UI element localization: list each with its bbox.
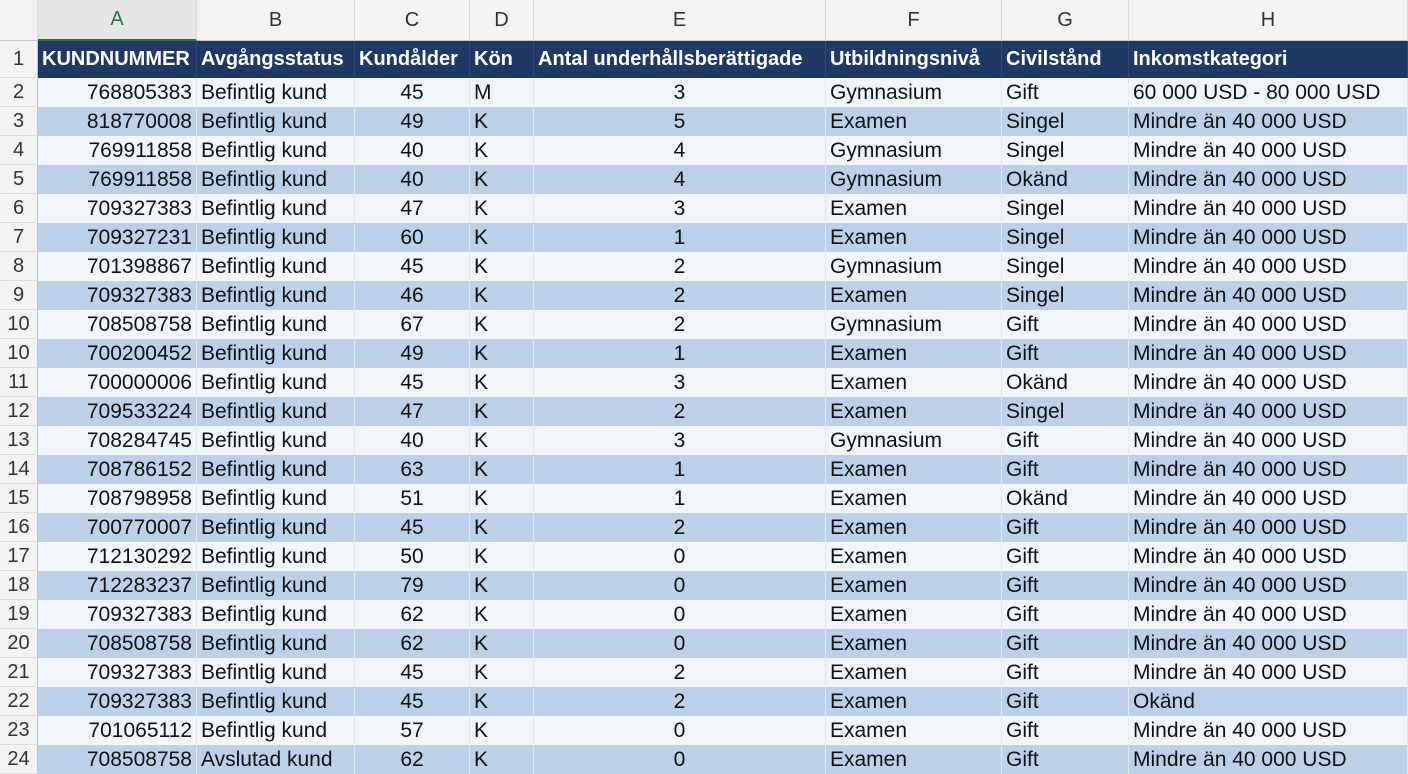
table-cell[interactable]: Mindre än 40 000 USD	[1129, 107, 1408, 136]
table-cell[interactable]: 62	[355, 600, 470, 629]
row-number[interactable]: 7	[0, 223, 38, 252]
table-row	[38, 629, 1408, 658]
table-row	[38, 107, 1408, 136]
table-cell[interactable]: Befintlig kund	[197, 310, 355, 339]
table-cell[interactable]: 701398867	[38, 252, 197, 281]
table-cell[interactable]: 709327383	[38, 658, 197, 687]
table-cell[interactable]: Mindre än 40 000 USD	[1129, 368, 1408, 397]
table-cell[interactable]: Examen	[826, 484, 1002, 513]
table-cell[interactable]: Gymnasium	[826, 310, 1002, 339]
table-cell[interactable]: 701065112	[38, 716, 197, 745]
table-cell[interactable]: Singel	[1002, 252, 1129, 281]
table-cell[interactable]: 708508758	[38, 629, 197, 658]
table-cell[interactable]: Mindre än 40 000 USD	[1129, 513, 1408, 542]
row-number[interactable]: 21	[0, 658, 38, 687]
column-header-f[interactable]: F	[826, 0, 1002, 41]
table-cell[interactable]: Befintlig kund	[197, 455, 355, 484]
table-cell[interactable]: 700200452	[38, 339, 197, 368]
table-cell[interactable]: Examen	[826, 513, 1002, 542]
table-row	[38, 281, 1408, 310]
table-cell[interactable]: Mindre än 40 000 USD	[1129, 658, 1408, 687]
header-cell[interactable]: Kundålder	[355, 41, 470, 78]
table-cell[interactable]: 45	[355, 687, 470, 716]
table-cell[interactable]: K	[470, 165, 534, 194]
table-cell[interactable]: K	[470, 368, 534, 397]
table-row	[38, 136, 1408, 165]
table-cell[interactable]: 45	[355, 513, 470, 542]
table-cell[interactable]: K	[470, 455, 534, 484]
table-cell[interactable]: Gift	[1002, 687, 1129, 716]
table-row	[38, 426, 1408, 455]
table-cell[interactable]: 1	[534, 339, 826, 368]
table-cell[interactable]: K	[470, 745, 534, 774]
table-row	[38, 513, 1408, 542]
table-cell[interactable]: Avslutad kund	[197, 745, 355, 774]
table-cell[interactable]: Gift	[1002, 716, 1129, 745]
table-cell[interactable]: 47	[355, 194, 470, 223]
table-cell[interactable]: 79	[355, 571, 470, 600]
table-cell[interactable]: 708284745	[38, 426, 197, 455]
table-cell[interactable]: Mindre än 40 000 USD	[1129, 426, 1408, 455]
row-number[interactable]: 12	[0, 397, 38, 426]
row-number[interactable]: 18	[0, 571, 38, 600]
table-cell[interactable]: Singel	[1002, 194, 1129, 223]
table-cell[interactable]: 709533224	[38, 397, 197, 426]
table-row	[38, 252, 1408, 281]
table-cell[interactable]: 708798958	[38, 484, 197, 513]
column-header-bar	[38, 0, 1408, 41]
table-row	[38, 165, 1408, 194]
table-cell[interactable]: Befintlig kund	[197, 165, 355, 194]
table-cell[interactable]: Examen	[826, 629, 1002, 658]
table-cell[interactable]: K	[470, 426, 534, 455]
table-cell[interactable]: Mindre än 40 000 USD	[1129, 542, 1408, 571]
table-cell[interactable]: Gift	[1002, 571, 1129, 600]
table-row	[38, 339, 1408, 368]
table-row	[38, 687, 1408, 716]
table-cell[interactable]: Mindre än 40 000 USD	[1129, 600, 1408, 629]
table-cell[interactable]: K	[470, 687, 534, 716]
table-cell[interactable]: Befintlig kund	[197, 687, 355, 716]
table-cell[interactable]: Gift	[1002, 339, 1129, 368]
table-row	[38, 484, 1408, 513]
row-number[interactable]: 8	[0, 252, 38, 281]
table-cell[interactable]: Befintlig kund	[197, 252, 355, 281]
table-cell[interactable]: K	[470, 310, 534, 339]
table-cell[interactable]: 45	[355, 252, 470, 281]
column-header-b[interactable]: B	[197, 0, 355, 41]
table-cell[interactable]: Examen	[826, 455, 1002, 484]
table-cell[interactable]: Gymnasium	[826, 136, 1002, 165]
table-cell[interactable]: Gift	[1002, 455, 1129, 484]
table-cell[interactable]: 47	[355, 397, 470, 426]
table-row	[38, 745, 1408, 774]
table-cell[interactable]: Befintlig kund	[197, 339, 355, 368]
table-cell[interactable]: 708786152	[38, 455, 197, 484]
table-cell[interactable]: 46	[355, 281, 470, 310]
table-header-row	[38, 41, 1408, 78]
row-number[interactable]: 10	[0, 310, 38, 339]
table-cell[interactable]: Mindre än 40 000 USD	[1129, 716, 1408, 745]
table-cell[interactable]: 0	[534, 571, 826, 600]
table-cell[interactable]: Singel	[1002, 107, 1129, 136]
row-number[interactable]: 16	[0, 513, 38, 542]
table-cell[interactable]: 2	[534, 252, 826, 281]
table-cell[interactable]: K	[470, 107, 534, 136]
row-number[interactable]: 10	[0, 339, 38, 368]
table-cell[interactable]: Gift	[1002, 629, 1129, 658]
table-cell[interactable]: 51	[355, 484, 470, 513]
table-cell[interactable]: 40	[355, 136, 470, 165]
table-cell[interactable]: Examen	[826, 397, 1002, 426]
table-cell[interactable]: 1	[534, 455, 826, 484]
table-cell[interactable]: 45	[355, 78, 470, 107]
table-cell[interactable]: Examen	[826, 658, 1002, 687]
table-cell[interactable]: 700000006	[38, 368, 197, 397]
table-cell[interactable]: 3	[534, 194, 826, 223]
table-cell[interactable]: 1	[534, 223, 826, 252]
table-cell[interactable]: Befintlig kund	[197, 281, 355, 310]
table-cell[interactable]: Examen	[826, 107, 1002, 136]
table-row	[38, 455, 1408, 484]
header-cell[interactable]: Civilstånd	[1002, 41, 1129, 78]
table-cell[interactable]: Befintlig kund	[197, 716, 355, 745]
row-number[interactable]: 20	[0, 629, 38, 658]
table-cell[interactable]: 709327383	[38, 600, 197, 629]
row-number[interactable]: 22	[0, 687, 38, 716]
table-cell[interactable]: Gymnasium	[826, 78, 1002, 107]
table-cell[interactable]: Mindre än 40 000 USD	[1129, 339, 1408, 368]
table-cell[interactable]: Examen	[826, 571, 1002, 600]
table-cell[interactable]: 4	[534, 136, 826, 165]
table-cell[interactable]: 63	[355, 455, 470, 484]
table-cell[interactable]: Befintlig kund	[197, 571, 355, 600]
row-number[interactable]: 6	[0, 194, 38, 223]
table-row	[38, 542, 1408, 571]
table-cell[interactable]: 40	[355, 165, 470, 194]
table-row	[38, 368, 1408, 397]
table-cell[interactable]: 2	[534, 310, 826, 339]
row-number[interactable]: 11	[0, 368, 38, 397]
header-cell[interactable]: Antal underhållsberättigade	[534, 41, 826, 78]
row-number[interactable]: 5	[0, 165, 38, 194]
table-cell[interactable]: Befintlig kund	[197, 600, 355, 629]
table-cell[interactable]: 709327383	[38, 281, 197, 310]
table-cell[interactable]: K	[470, 223, 534, 252]
column-header-a[interactable]: A	[38, 0, 197, 41]
table-cell[interactable]: K	[470, 629, 534, 658]
table-cell[interactable]: Gift	[1002, 426, 1129, 455]
table-cell[interactable]: Mindre än 40 000 USD	[1129, 252, 1408, 281]
table-cell[interactable]: Befintlig kund	[197, 194, 355, 223]
table-cell[interactable]: Examen	[826, 368, 1002, 397]
table-cell[interactable]: 60	[355, 223, 470, 252]
table-cell[interactable]: Okänd	[1002, 368, 1129, 397]
table-cell[interactable]: Gift	[1002, 600, 1129, 629]
table-cell[interactable]: Singel	[1002, 136, 1129, 165]
table-cell[interactable]: K	[470, 571, 534, 600]
table-row	[38, 223, 1408, 252]
table-cell[interactable]: Examen	[826, 223, 1002, 252]
table-cell[interactable]: Befintlig kund	[197, 78, 355, 107]
table-cell[interactable]: Mindre än 40 000 USD	[1129, 455, 1408, 484]
row-number[interactable]: 2	[0, 78, 38, 107]
table-row	[38, 571, 1408, 600]
table-cell[interactable]: 5	[534, 107, 826, 136]
table-cell[interactable]: Singel	[1002, 223, 1129, 252]
table-cell[interactable]: Befintlig kund	[197, 368, 355, 397]
table-cell[interactable]: 2	[534, 658, 826, 687]
table-cell[interactable]: Gift	[1002, 513, 1129, 542]
row-number[interactable]: 3	[0, 107, 38, 136]
table-cell[interactable]: K	[470, 658, 534, 687]
table-cell[interactable]: Gift	[1002, 658, 1129, 687]
table-cell[interactable]: 49	[355, 339, 470, 368]
table-cell[interactable]: K	[470, 600, 534, 629]
table-cell[interactable]: 709327383	[38, 194, 197, 223]
header-cell[interactable]: Inkomstkategori	[1129, 41, 1408, 78]
row-number[interactable]: 1	[0, 41, 38, 78]
row-number[interactable]: 24	[0, 745, 38, 774]
table-cell[interactable]: 708508758	[38, 745, 197, 774]
table-cell[interactable]: 45	[355, 658, 470, 687]
table-row	[38, 194, 1408, 223]
table-cell[interactable]: 0	[534, 600, 826, 629]
table-row	[38, 310, 1408, 339]
row-number[interactable]: 15	[0, 484, 38, 513]
table-cell[interactable]: 2	[534, 513, 826, 542]
table-cell[interactable]: Mindre än 40 000 USD	[1129, 571, 1408, 600]
header-cell[interactable]: KUNDNUMMER	[38, 41, 197, 78]
table-cell[interactable]: Befintlig kund	[197, 107, 355, 136]
table-cell[interactable]: Gift	[1002, 542, 1129, 571]
column-header-c[interactable]: C	[355, 0, 470, 41]
table-cell[interactable]: Mindre än 40 000 USD	[1129, 397, 1408, 426]
row-number[interactable]: 14	[0, 455, 38, 484]
header-cell[interactable]: Utbildningsnivå	[826, 41, 1002, 78]
table-cell[interactable]: Befintlig kund	[197, 397, 355, 426]
table-cell[interactable]: Befintlig kund	[197, 426, 355, 455]
table-cell[interactable]: Mindre än 40 000 USD	[1129, 223, 1408, 252]
table-cell[interactable]: 40	[355, 426, 470, 455]
table-cell[interactable]: Examen	[826, 281, 1002, 310]
table-cell[interactable]: K	[470, 136, 534, 165]
table-cell[interactable]: Befintlig kund	[197, 542, 355, 571]
table-cell[interactable]: 709327383	[38, 687, 197, 716]
table-cell[interactable]: 709327231	[38, 223, 197, 252]
row-number[interactable]: 23	[0, 716, 38, 745]
table-cell[interactable]: Mindre än 40 000 USD	[1129, 629, 1408, 658]
table-cell[interactable]: 818770008	[38, 107, 197, 136]
table-cell[interactable]: M	[470, 78, 534, 107]
table-cell[interactable]: Okänd	[1002, 484, 1129, 513]
table-cell[interactable]: 3	[534, 426, 826, 455]
table-cell[interactable]: Mindre än 40 000 USD	[1129, 484, 1408, 513]
column-header-g[interactable]: G	[1002, 0, 1129, 41]
table-cell[interactable]: K	[470, 281, 534, 310]
table-cell[interactable]: 2	[534, 281, 826, 310]
table-row	[38, 78, 1408, 107]
table-cell[interactable]: Gift	[1002, 745, 1129, 774]
table-cell[interactable]: 700770007	[38, 513, 197, 542]
table-cell[interactable]: Examen	[826, 716, 1002, 745]
table-cell[interactable]: 712283237	[38, 571, 197, 600]
table-cell[interactable]: Mindre än 40 000 USD	[1129, 745, 1408, 774]
table-cell[interactable]: 708508758	[38, 310, 197, 339]
table-cell[interactable]: 50	[355, 542, 470, 571]
table-cell[interactable]: Okänd	[1129, 687, 1408, 716]
table-cell[interactable]: Befintlig kund	[197, 136, 355, 165]
table-cell[interactable]: 2	[534, 397, 826, 426]
table-cell[interactable]: K	[470, 484, 534, 513]
table-cell[interactable]: 0	[534, 629, 826, 658]
table-cell[interactable]: Mindre än 40 000 USD	[1129, 310, 1408, 339]
table-cell[interactable]: Befintlig kund	[197, 223, 355, 252]
table-cell[interactable]: K	[470, 397, 534, 426]
table-cell[interactable]: Gift	[1002, 78, 1129, 107]
table-cell[interactable]: 1	[534, 484, 826, 513]
table-row	[38, 716, 1408, 745]
table-cell[interactable]: Mindre än 40 000 USD	[1129, 136, 1408, 165]
table-cell[interactable]: 712130292	[38, 542, 197, 571]
table-cell[interactable]: Examen	[826, 600, 1002, 629]
table-cell[interactable]: Befintlig kund	[197, 658, 355, 687]
column-header-h[interactable]: H	[1129, 0, 1408, 41]
table-cell[interactable]: 67	[355, 310, 470, 339]
table-row	[38, 658, 1408, 687]
table-cell[interactable]: Mindre än 40 000 USD	[1129, 281, 1408, 310]
table-cell[interactable]: 62	[355, 629, 470, 658]
row-number[interactable]: 9	[0, 281, 38, 310]
table-row	[38, 397, 1408, 426]
row-number[interactable]: 19	[0, 600, 38, 629]
table-cell[interactable]: Examen	[826, 194, 1002, 223]
table-cell[interactable]: 768805383	[38, 78, 197, 107]
table-cell[interactable]: 3	[534, 78, 826, 107]
table-cell[interactable]: Befintlig kund	[197, 513, 355, 542]
table-cell[interactable]: Gymnasium	[826, 165, 1002, 194]
table-cell[interactable]: Singel	[1002, 397, 1129, 426]
row-number-bar	[0, 41, 38, 774]
table-cell[interactable]: K	[470, 252, 534, 281]
table-cell[interactable]: 62	[355, 745, 470, 774]
select-all-corner[interactable]	[0, 0, 38, 41]
table-cell[interactable]: 769911858	[38, 165, 197, 194]
table-cell[interactable]: Examen	[826, 687, 1002, 716]
table-cell[interactable]: 0	[534, 542, 826, 571]
table-cell[interactable]: 2	[534, 687, 826, 716]
table-cell[interactable]: 0	[534, 716, 826, 745]
table-cell[interactable]: 3	[534, 368, 826, 397]
table-cell[interactable]: K	[470, 513, 534, 542]
table-cell[interactable]: Befintlig kund	[197, 484, 355, 513]
table-cell[interactable]: Gymnasium	[826, 426, 1002, 455]
table-cell[interactable]: Singel	[1002, 281, 1129, 310]
table-cell[interactable]: Mindre än 40 000 USD	[1129, 165, 1408, 194]
table-cell[interactable]: 57	[355, 716, 470, 745]
table-cell[interactable]: 769911858	[38, 136, 197, 165]
table-cell[interactable]: Gymnasium	[826, 252, 1002, 281]
table-cell[interactable]: 0	[534, 745, 826, 774]
column-header-e[interactable]: E	[534, 0, 826, 41]
table-cell[interactable]: Gift	[1002, 310, 1129, 339]
table-cell[interactable]: 49	[355, 107, 470, 136]
table-cell[interactable]: Examen	[826, 745, 1002, 774]
data-table	[38, 41, 1408, 774]
row-number[interactable]: 17	[0, 542, 38, 571]
header-cell[interactable]: Kön	[470, 41, 534, 78]
table-cell[interactable]: K	[470, 194, 534, 223]
table-cell[interactable]: K	[470, 339, 534, 368]
table-cell[interactable]: Okänd	[1002, 165, 1129, 194]
table-cell[interactable]: Mindre än 40 000 USD	[1129, 194, 1408, 223]
table-cell[interactable]: Befintlig kund	[197, 629, 355, 658]
table-cell[interactable]: K	[470, 542, 534, 571]
table-cell[interactable]: Examen	[826, 542, 1002, 571]
table-cell[interactable]: K	[470, 716, 534, 745]
header-cell[interactable]: Avgångsstatus	[197, 41, 355, 78]
column-header-d[interactable]: D	[470, 0, 534, 41]
table-cell[interactable]: 60 000 USD - 80 000 USD	[1129, 78, 1408, 107]
row-number[interactable]: 13	[0, 426, 38, 455]
row-number[interactable]: 4	[0, 136, 38, 165]
table-cell[interactable]: Examen	[826, 339, 1002, 368]
table-cell[interactable]: 45	[355, 368, 470, 397]
table-cell[interactable]: 4	[534, 165, 826, 194]
table-row	[38, 600, 1408, 629]
